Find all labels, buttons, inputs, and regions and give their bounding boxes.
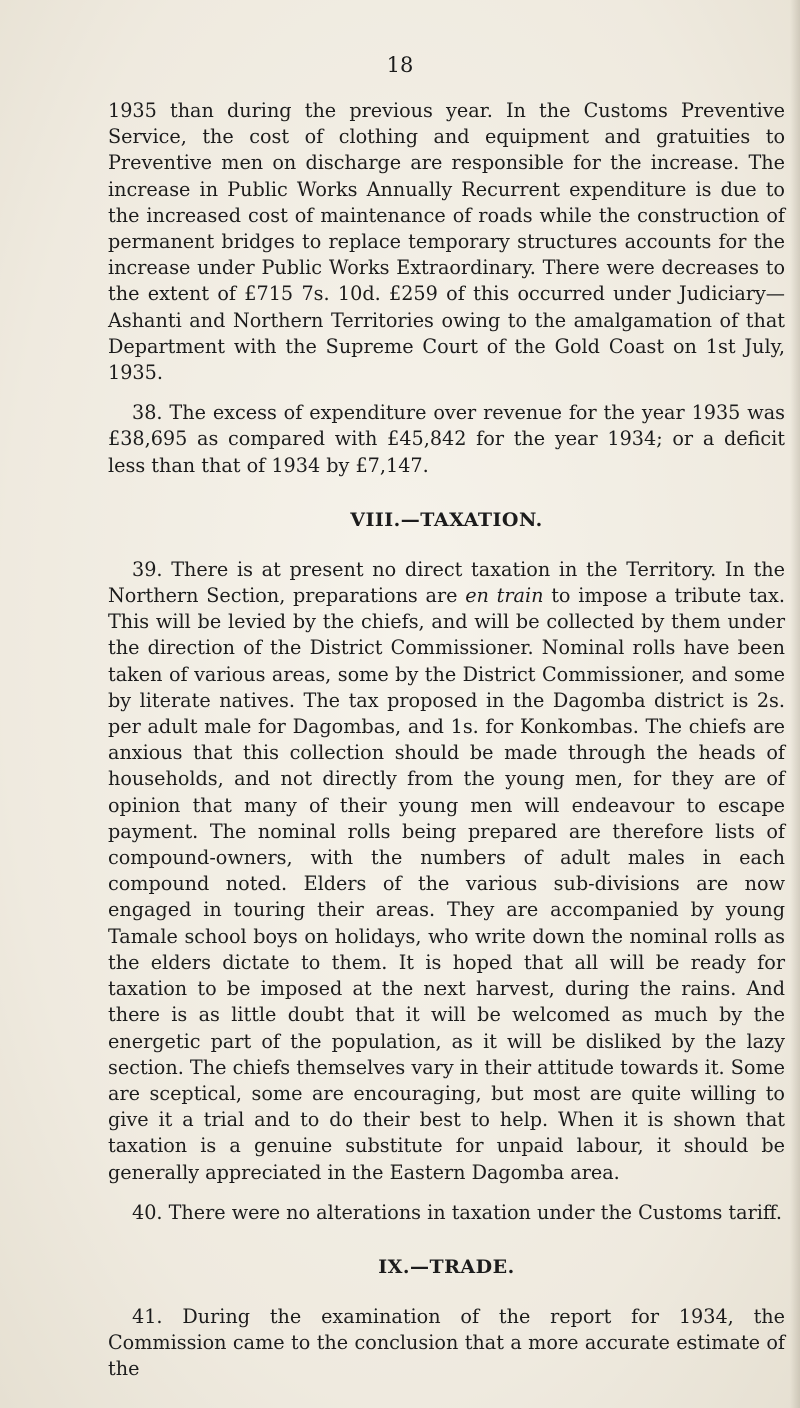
page-number: 18 [386,53,414,77]
paragraph-40: 40. There were no alterations in taxation under the Customs tariff. [132,1200,782,1224]
paragraph-continuation: 1935 than during the previous year. In the Customs Preventive Service, the cost of clothing and equipment and gratuities to Preventive men on discharge are responsible for the increase. The increase in Public Works Annually Recurrent expenditure is due to the increased cost of maintenance of roads while the construction of permanent bridges to replace temporary structures accounts for the increase under Public Works Extraordinary. There were decreases to the extent of £715 7s. 10d. £259 of this occurred under Judiciary—Ashanti and Northern Territories owing to the amalgamation of that Department with the Supreme Court of the Gold Coast on 1st July, 1935. [108,99,785,385]
paragraph-39-text-end: to impose a tribute tax. This will be levied by the chiefs, and will be collected by them under the direction of the District Commissioner. Nominal rolls have been taken of various areas, some by the District Commissioner, and some by literate natives. The tax proposed in the Dagomba district is 2s. per adult male for Dagombas, and 1s. for Konkombas. The chiefs are anxious that this collection should be made through the heads of households, and not directly from the young men, for they are of opinion that many of their young men will endeavour to escape payment. The nominal rolls being prepared are therefore lists of compound-owners, with the numbers of adult males in each compound noted. Elders of the various sub-divisions are now engaged in touring their areas. They are accompanied by young Tamale school boys on holidays, who write down the nominal rolls as the elders dictate to them. It is hoped that all will be ready for taxation to be imposed at the next harvest, during the rains. And there is as little doubt that it will be welcomed as much by the energetic part of the population, as it will be disliked by the lazy section. The chiefs themselves vary in their attitude towards it. Some are sceptical, some are encouraging, but most are quite willing to give it a trial and to do their best to help. When it is shown that taxation is a genuine substitute for unpaid labour, it should be generally appreciated in the Eastern Dagomba area. [108,584,785,1184]
paragraph-41: 41. During the examination of the report for 1934, the Commission came to the conclusion that a more accurate estimate of the [108,1304,785,1381]
paragraph-39-text-start: 39. There is at present no direct taxation in the Territory. In the Northern Section, preparations are [108,557,785,608]
page-body [108,98,785,1383]
italic-phrase: en train [465,584,544,608]
page-edge-shadow [790,0,800,1408]
section-heading-taxation: VIII.—TAXATION. [350,508,543,531]
paragraph-38: 38. The excess of expenditure over revenue for the year 1935 was £38,695 as compared with £45,842 for the year 1934; or a deficit less than that of 1934 by £7,147. [108,401,785,477]
paragraph-39 [108,557,785,1186]
section-heading-trade: IX.—TRADE. [378,1255,515,1278]
